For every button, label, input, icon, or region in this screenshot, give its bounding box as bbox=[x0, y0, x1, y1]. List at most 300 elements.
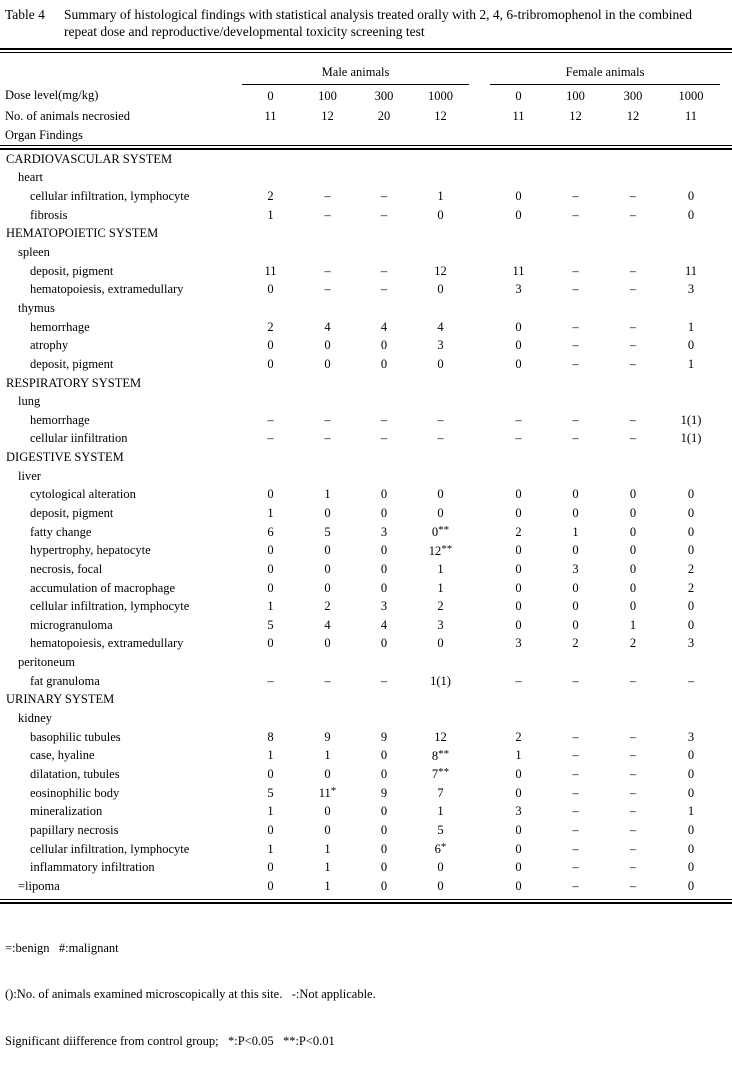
row-label: cellular infiltration, lymphocyte bbox=[30, 599, 190, 614]
data-cell: 0 bbox=[324, 580, 331, 595]
group-gap bbox=[469, 262, 490, 281]
row-label: mineralization bbox=[30, 804, 103, 819]
data-cell: 1(1) bbox=[430, 673, 451, 688]
group-gap bbox=[469, 504, 490, 523]
data-cell: 2 bbox=[572, 636, 579, 651]
data-cell: 3 bbox=[572, 561, 579, 576]
data-cell: 0 bbox=[515, 785, 522, 800]
right-margin-cell bbox=[720, 877, 732, 896]
right-margin-cell bbox=[720, 262, 732, 281]
row-label: dilatation, tubules bbox=[30, 766, 120, 781]
data-cell: – bbox=[324, 282, 331, 297]
row-label: kidney bbox=[18, 711, 53, 726]
data-cell: – bbox=[629, 356, 637, 371]
data-cell: 0 bbox=[324, 766, 331, 781]
data-cell: 300 bbox=[374, 88, 394, 103]
data-cell: 1 bbox=[437, 804, 444, 819]
data-cell: 0 bbox=[324, 543, 331, 558]
data-cell: 0 bbox=[572, 505, 579, 520]
data-cell: – bbox=[687, 673, 695, 688]
data-cell: 1000 bbox=[428, 88, 453, 103]
data-cell: 12 bbox=[434, 729, 447, 744]
right-margin-cell bbox=[720, 336, 732, 355]
row-label: deposit, pigment bbox=[30, 505, 114, 520]
row-label: CARDIOVASCULAR SYSTEM bbox=[6, 151, 173, 166]
organ-row bbox=[0, 299, 732, 318]
finding-row bbox=[0, 504, 732, 523]
data-cell: – bbox=[629, 766, 637, 781]
data-cell: 0 bbox=[437, 505, 444, 520]
row-label: deposit, pigment bbox=[30, 356, 114, 371]
data-cell: – bbox=[629, 319, 637, 334]
right-margin-cell bbox=[720, 541, 732, 560]
findings-table-body bbox=[0, 149, 732, 896]
row-label: DIGESTIVE SYSTEM bbox=[6, 450, 124, 465]
data-cell: – bbox=[572, 766, 579, 781]
data-cell: – bbox=[515, 673, 522, 688]
data-cell: 1 bbox=[437, 561, 444, 576]
data-cell: 12** bbox=[428, 542, 453, 558]
data-cell: – bbox=[572, 263, 579, 278]
data-cell: 11 bbox=[264, 263, 277, 278]
data-cell: 0 bbox=[515, 319, 522, 334]
data-cell: 1 bbox=[324, 748, 331, 763]
data-cell: – bbox=[324, 189, 331, 204]
data-cell: 0 bbox=[437, 207, 444, 222]
data-cell: 0 bbox=[629, 561, 637, 576]
data-cell: 0 bbox=[380, 505, 388, 520]
organ-row bbox=[0, 243, 732, 262]
right-margin-cell bbox=[720, 858, 732, 877]
data-cell: – bbox=[629, 207, 637, 222]
group-gap bbox=[469, 486, 490, 505]
data-cell: 0 bbox=[380, 580, 388, 595]
section-header-row bbox=[0, 374, 732, 393]
data-cell: 0 bbox=[687, 543, 695, 558]
data-cell: – bbox=[629, 189, 637, 204]
data-cell: – bbox=[324, 207, 331, 222]
data-cell: – bbox=[515, 431, 522, 446]
data-cell: 9 bbox=[380, 785, 388, 800]
organ-row bbox=[0, 467, 732, 486]
data-cell: 20 bbox=[377, 109, 391, 123]
group-gap bbox=[469, 280, 490, 299]
data-cell: – bbox=[572, 207, 579, 222]
data-cell: 0 bbox=[380, 543, 388, 558]
data-cell: 0 bbox=[687, 878, 695, 893]
data-cell: 11 bbox=[512, 109, 525, 123]
female-group-header: Female animals bbox=[490, 53, 720, 85]
data-cell: 0 bbox=[515, 189, 522, 204]
row-label: hematopoiesis, extramedullary bbox=[30, 282, 184, 297]
data-cell: – bbox=[629, 878, 637, 893]
data-cell: – bbox=[267, 431, 274, 446]
data-cell: – bbox=[572, 431, 579, 446]
data-cell: 0 bbox=[572, 617, 579, 632]
data-cell: 1 bbox=[629, 617, 637, 632]
data-cell: 0 bbox=[572, 599, 579, 614]
data-cell: – bbox=[380, 207, 388, 222]
group-gap bbox=[469, 877, 490, 896]
dose-level-row bbox=[0, 85, 732, 108]
footnote-benign-malignant: =:benign #:malignant bbox=[5, 940, 119, 955]
data-cell: 6 bbox=[267, 524, 274, 539]
data-cell: 1(1) bbox=[680, 412, 702, 427]
data-cell: 0 bbox=[515, 580, 522, 595]
row-label: liver bbox=[18, 468, 41, 483]
data-cell: 0 bbox=[515, 207, 522, 222]
data-cell: 0 bbox=[629, 580, 637, 595]
row-label: URINARY SYSTEM bbox=[6, 692, 115, 707]
right-margin-cell bbox=[720, 280, 732, 299]
table-title: Summary of histological findings with statistical analysis treated orally with 2, 4, 6-tribromophenol in the combined repeat dose and reproductive/developmental toxicity screening test bbox=[64, 7, 693, 39]
data-cell: 3 bbox=[437, 617, 444, 632]
right-margin-cell bbox=[720, 840, 732, 859]
data-cell: 6* bbox=[434, 841, 447, 857]
data-cell: 11 bbox=[512, 263, 525, 278]
data-cell: 0 bbox=[515, 766, 522, 781]
data-cell: 3 bbox=[380, 524, 388, 539]
data-cell: 0 bbox=[380, 338, 388, 353]
data-cell: 0 bbox=[629, 599, 637, 614]
right-margin-cell bbox=[720, 85, 732, 108]
row-label: spleen bbox=[18, 245, 50, 260]
group-gap bbox=[469, 579, 490, 598]
data-cell: 4 bbox=[437, 319, 444, 334]
group-gap bbox=[469, 858, 490, 877]
data-cell: 0 bbox=[687, 338, 695, 353]
data-cell: 1 bbox=[267, 841, 274, 856]
footnote-parentheses-dash: ():No. of animals examined microscopically at this site. -:Not applicable. bbox=[5, 987, 376, 1002]
data-cell: 0 bbox=[629, 487, 637, 502]
male-group-header: Male animals bbox=[242, 53, 469, 85]
data-cell: 1 bbox=[687, 804, 695, 819]
data-cell: 1 bbox=[324, 841, 331, 856]
data-cell: 0 bbox=[629, 543, 637, 558]
data-cell: 0 bbox=[380, 804, 388, 819]
data-cell: 5 bbox=[324, 524, 331, 539]
row-label: HEMATOPOIETIC SYSTEM bbox=[6, 226, 159, 241]
row-label: deposit, pigment bbox=[30, 263, 114, 278]
data-cell: – bbox=[572, 189, 579, 204]
row-label: accumulation of macrophage bbox=[30, 580, 176, 595]
row-label: =lipoma bbox=[18, 878, 60, 893]
data-cell: – bbox=[267, 673, 274, 688]
data-cell: 0 bbox=[687, 766, 695, 781]
data-cell: 1 bbox=[687, 356, 695, 371]
right-margin-cell bbox=[720, 802, 732, 821]
data-cell: – bbox=[380, 189, 388, 204]
data-cell: 0 bbox=[324, 338, 331, 353]
organ-row bbox=[0, 877, 732, 896]
finding-row bbox=[0, 765, 732, 784]
data-cell: 0 bbox=[380, 766, 388, 781]
group-gap bbox=[469, 187, 490, 206]
right-margin-cell bbox=[720, 107, 732, 126]
right-margin-cell bbox=[720, 672, 732, 691]
row-label: RESPIRATORY SYSTEM bbox=[6, 375, 142, 390]
data-cell: 0 bbox=[515, 841, 522, 856]
data-cell: – bbox=[572, 804, 579, 819]
data-cell: 0 bbox=[437, 878, 444, 893]
data-cell: 2 bbox=[687, 580, 695, 595]
data-cell: 0 bbox=[687, 599, 695, 614]
data-cell: 4 bbox=[380, 319, 388, 334]
group-gap bbox=[469, 765, 490, 784]
data-cell: 0 bbox=[380, 636, 388, 651]
data-cell: 3 bbox=[687, 282, 695, 297]
data-cell: – bbox=[437, 431, 444, 446]
data-cell: 1 bbox=[572, 524, 579, 539]
group-gap bbox=[469, 355, 490, 374]
data-cell: – bbox=[324, 412, 331, 427]
data-cell: – bbox=[572, 319, 579, 334]
data-cell: 9 bbox=[324, 729, 331, 744]
necropsied-label: No. of animals necrosied bbox=[5, 109, 130, 123]
row-label: cytological alteration bbox=[30, 487, 136, 502]
group-gap bbox=[469, 747, 490, 766]
data-cell: 0 bbox=[267, 580, 274, 595]
data-cell: 11 bbox=[685, 263, 698, 278]
group-gap bbox=[469, 430, 490, 449]
data-cell: – bbox=[515, 412, 522, 427]
significance-marker: ** bbox=[438, 766, 450, 779]
data-cell: 0** bbox=[431, 524, 450, 540]
data-cell: – bbox=[267, 412, 274, 427]
section-header-row bbox=[0, 225, 732, 244]
data-cell: – bbox=[572, 785, 579, 800]
data-cell: 8** bbox=[431, 747, 450, 763]
data-cell: 5 bbox=[267, 785, 274, 800]
right-margin-cell bbox=[720, 597, 732, 616]
data-cell: 0 bbox=[687, 860, 695, 875]
right-margin-cell bbox=[720, 747, 732, 766]
group-gap bbox=[469, 821, 490, 840]
significance-marker: ** bbox=[441, 542, 453, 555]
finding-row bbox=[0, 821, 732, 840]
findings-table bbox=[0, 53, 732, 896]
group-gap bbox=[469, 523, 490, 542]
data-cell: 0 bbox=[687, 617, 695, 632]
data-cell: 0 bbox=[437, 487, 444, 502]
data-cell: – bbox=[572, 729, 579, 744]
data-cell: 12 bbox=[434, 263, 447, 278]
group-gap bbox=[469, 541, 490, 560]
data-cell: 0 bbox=[324, 822, 331, 837]
finding-row bbox=[0, 187, 732, 206]
data-cell: 0 bbox=[437, 356, 444, 371]
right-margin-cell bbox=[720, 635, 732, 654]
finding-row bbox=[0, 411, 732, 430]
data-cell: 1 bbox=[267, 207, 274, 222]
data-cell: – bbox=[572, 878, 579, 893]
data-cell: 7 bbox=[437, 785, 444, 800]
group-header-spacer bbox=[0, 53, 242, 85]
row-label: hemorrhage bbox=[30, 319, 90, 334]
table-caption bbox=[0, 7, 732, 40]
data-cell: 12 bbox=[321, 109, 334, 123]
group-gap bbox=[469, 672, 490, 691]
data-cell: 1 bbox=[267, 804, 274, 819]
row-label: fatty change bbox=[30, 524, 92, 539]
data-cell: 0 bbox=[267, 766, 274, 781]
row-label: fat granuloma bbox=[30, 673, 100, 688]
data-cell: 0 bbox=[267, 543, 274, 558]
data-cell: – bbox=[324, 673, 331, 688]
row-label: hematopoiesis, extramedullary bbox=[30, 636, 184, 651]
finding-row bbox=[0, 802, 732, 821]
organ-findings-row bbox=[0, 126, 732, 146]
data-cell: 300 bbox=[623, 88, 643, 103]
finding-row bbox=[0, 579, 732, 598]
row-label: inflammatory infiltration bbox=[30, 860, 155, 875]
right-margin-cell bbox=[720, 579, 732, 598]
group-gap bbox=[469, 107, 490, 126]
row-label: thymus bbox=[18, 300, 55, 315]
data-cell: – bbox=[324, 431, 331, 446]
finding-row bbox=[0, 318, 732, 337]
finding-row bbox=[0, 635, 732, 654]
significance-marker: * bbox=[440, 841, 447, 854]
bottom-rule bbox=[0, 899, 732, 904]
data-cell: 0 bbox=[515, 88, 522, 103]
data-cell: 0 bbox=[629, 524, 637, 539]
row-label: cellular infiltration, lymphocyte bbox=[30, 189, 190, 204]
data-cell: 4 bbox=[380, 617, 388, 632]
data-cell: 4 bbox=[324, 617, 331, 632]
group-gap bbox=[469, 560, 490, 579]
finding-row bbox=[0, 523, 732, 542]
data-cell: 0 bbox=[437, 636, 444, 651]
group-gap bbox=[469, 318, 490, 337]
data-cell: 1 bbox=[324, 878, 331, 893]
data-cell: 0 bbox=[687, 748, 695, 763]
data-cell: 1 bbox=[515, 748, 522, 763]
data-cell: 0 bbox=[380, 748, 388, 763]
data-cell: – bbox=[380, 263, 388, 278]
finding-row bbox=[0, 858, 732, 877]
row-label: fibrosis bbox=[30, 207, 68, 222]
data-cell: 3 bbox=[515, 636, 522, 651]
finding-row bbox=[0, 784, 732, 803]
data-cell: 0 bbox=[267, 88, 274, 103]
organ-row bbox=[0, 653, 732, 672]
data-cell: – bbox=[380, 412, 388, 427]
data-cell: 0 bbox=[687, 189, 695, 204]
organ-findings-label: Organ Findings bbox=[5, 128, 83, 142]
data-cell: 0 bbox=[572, 487, 579, 502]
row-label: cellular iinfiltration bbox=[30, 431, 128, 446]
data-cell: 2 bbox=[324, 599, 331, 614]
data-cell: – bbox=[572, 338, 579, 353]
data-cell: 0 bbox=[267, 878, 274, 893]
data-cell: 0 bbox=[515, 338, 522, 353]
right-margin-cell bbox=[720, 486, 732, 505]
data-cell: 0 bbox=[267, 338, 274, 353]
data-cell: 0 bbox=[324, 356, 331, 371]
data-cell: 1 bbox=[267, 599, 274, 614]
data-cell: – bbox=[572, 860, 579, 875]
data-cell: 0 bbox=[515, 505, 522, 520]
data-cell: 3 bbox=[437, 338, 444, 353]
data-cell: 3 bbox=[380, 599, 388, 614]
section-header-row bbox=[0, 149, 732, 169]
organ-row bbox=[0, 709, 732, 728]
dose-level-label: Dose level(mg/kg) bbox=[5, 88, 99, 103]
data-cell: 12 bbox=[569, 109, 582, 123]
data-cell: – bbox=[629, 841, 637, 856]
group-gap bbox=[469, 53, 490, 85]
data-cell: – bbox=[629, 263, 637, 278]
data-cell: 0 bbox=[437, 860, 444, 875]
data-cell: – bbox=[629, 431, 637, 446]
finding-row bbox=[0, 280, 732, 299]
data-cell: 100 bbox=[566, 88, 585, 103]
group-gap bbox=[469, 411, 490, 430]
data-cell: 0 bbox=[515, 822, 522, 837]
finding-row bbox=[0, 430, 732, 449]
data-cell: 0 bbox=[687, 841, 695, 856]
data-cell: 0 bbox=[267, 860, 274, 875]
data-cell: 3 bbox=[687, 636, 695, 651]
finding-row bbox=[0, 355, 732, 374]
data-cell: 0 bbox=[380, 860, 388, 875]
data-cell: – bbox=[629, 822, 637, 837]
group-gap bbox=[469, 635, 490, 654]
data-cell: 0 bbox=[687, 524, 695, 539]
row-label: atrophy bbox=[30, 338, 69, 353]
data-cell: – bbox=[629, 860, 637, 875]
group-gap bbox=[469, 802, 490, 821]
data-cell: 3 bbox=[515, 804, 522, 819]
data-cell: 0 bbox=[687, 785, 695, 800]
data-cell: – bbox=[380, 673, 388, 688]
data-cell: 5 bbox=[437, 822, 444, 837]
finding-row bbox=[0, 486, 732, 505]
data-cell: 0 bbox=[572, 580, 579, 595]
data-cell: 0 bbox=[515, 878, 522, 893]
group-gap bbox=[469, 85, 490, 108]
data-cell: 2 bbox=[629, 636, 637, 651]
row-label: necrosis, focal bbox=[30, 561, 103, 576]
data-cell: – bbox=[629, 785, 637, 800]
footnote-significance: Significant diifference from control group; *:P<0.05 **:P<0.01 bbox=[5, 1033, 335, 1048]
data-cell: 0 bbox=[380, 822, 388, 837]
data-cell: 0 bbox=[515, 617, 522, 632]
data-cell: 2 bbox=[267, 319, 274, 334]
finding-row bbox=[0, 747, 732, 766]
data-cell: – bbox=[629, 729, 637, 744]
right-margin-cell bbox=[720, 53, 732, 85]
row-label: eosinophilic body bbox=[30, 785, 120, 800]
right-margin-cell bbox=[720, 523, 732, 542]
right-margin-cell bbox=[720, 411, 732, 430]
group-gap bbox=[469, 597, 490, 616]
data-cell: 0 bbox=[687, 207, 695, 222]
finding-row bbox=[0, 336, 732, 355]
data-cell: 0 bbox=[324, 636, 331, 651]
table-number: Table 4 bbox=[5, 7, 45, 22]
row-label: heart bbox=[18, 170, 43, 185]
data-cell: 0 bbox=[267, 487, 274, 502]
data-cell: 0 bbox=[380, 356, 388, 371]
finding-row bbox=[0, 206, 732, 225]
row-label: basophilic tubules bbox=[30, 729, 121, 744]
data-cell: 0 bbox=[437, 282, 444, 297]
data-cell: 0 bbox=[267, 636, 274, 651]
data-cell: – bbox=[629, 338, 637, 353]
row-label: cellular infiltration, lymphocyte bbox=[30, 841, 190, 856]
